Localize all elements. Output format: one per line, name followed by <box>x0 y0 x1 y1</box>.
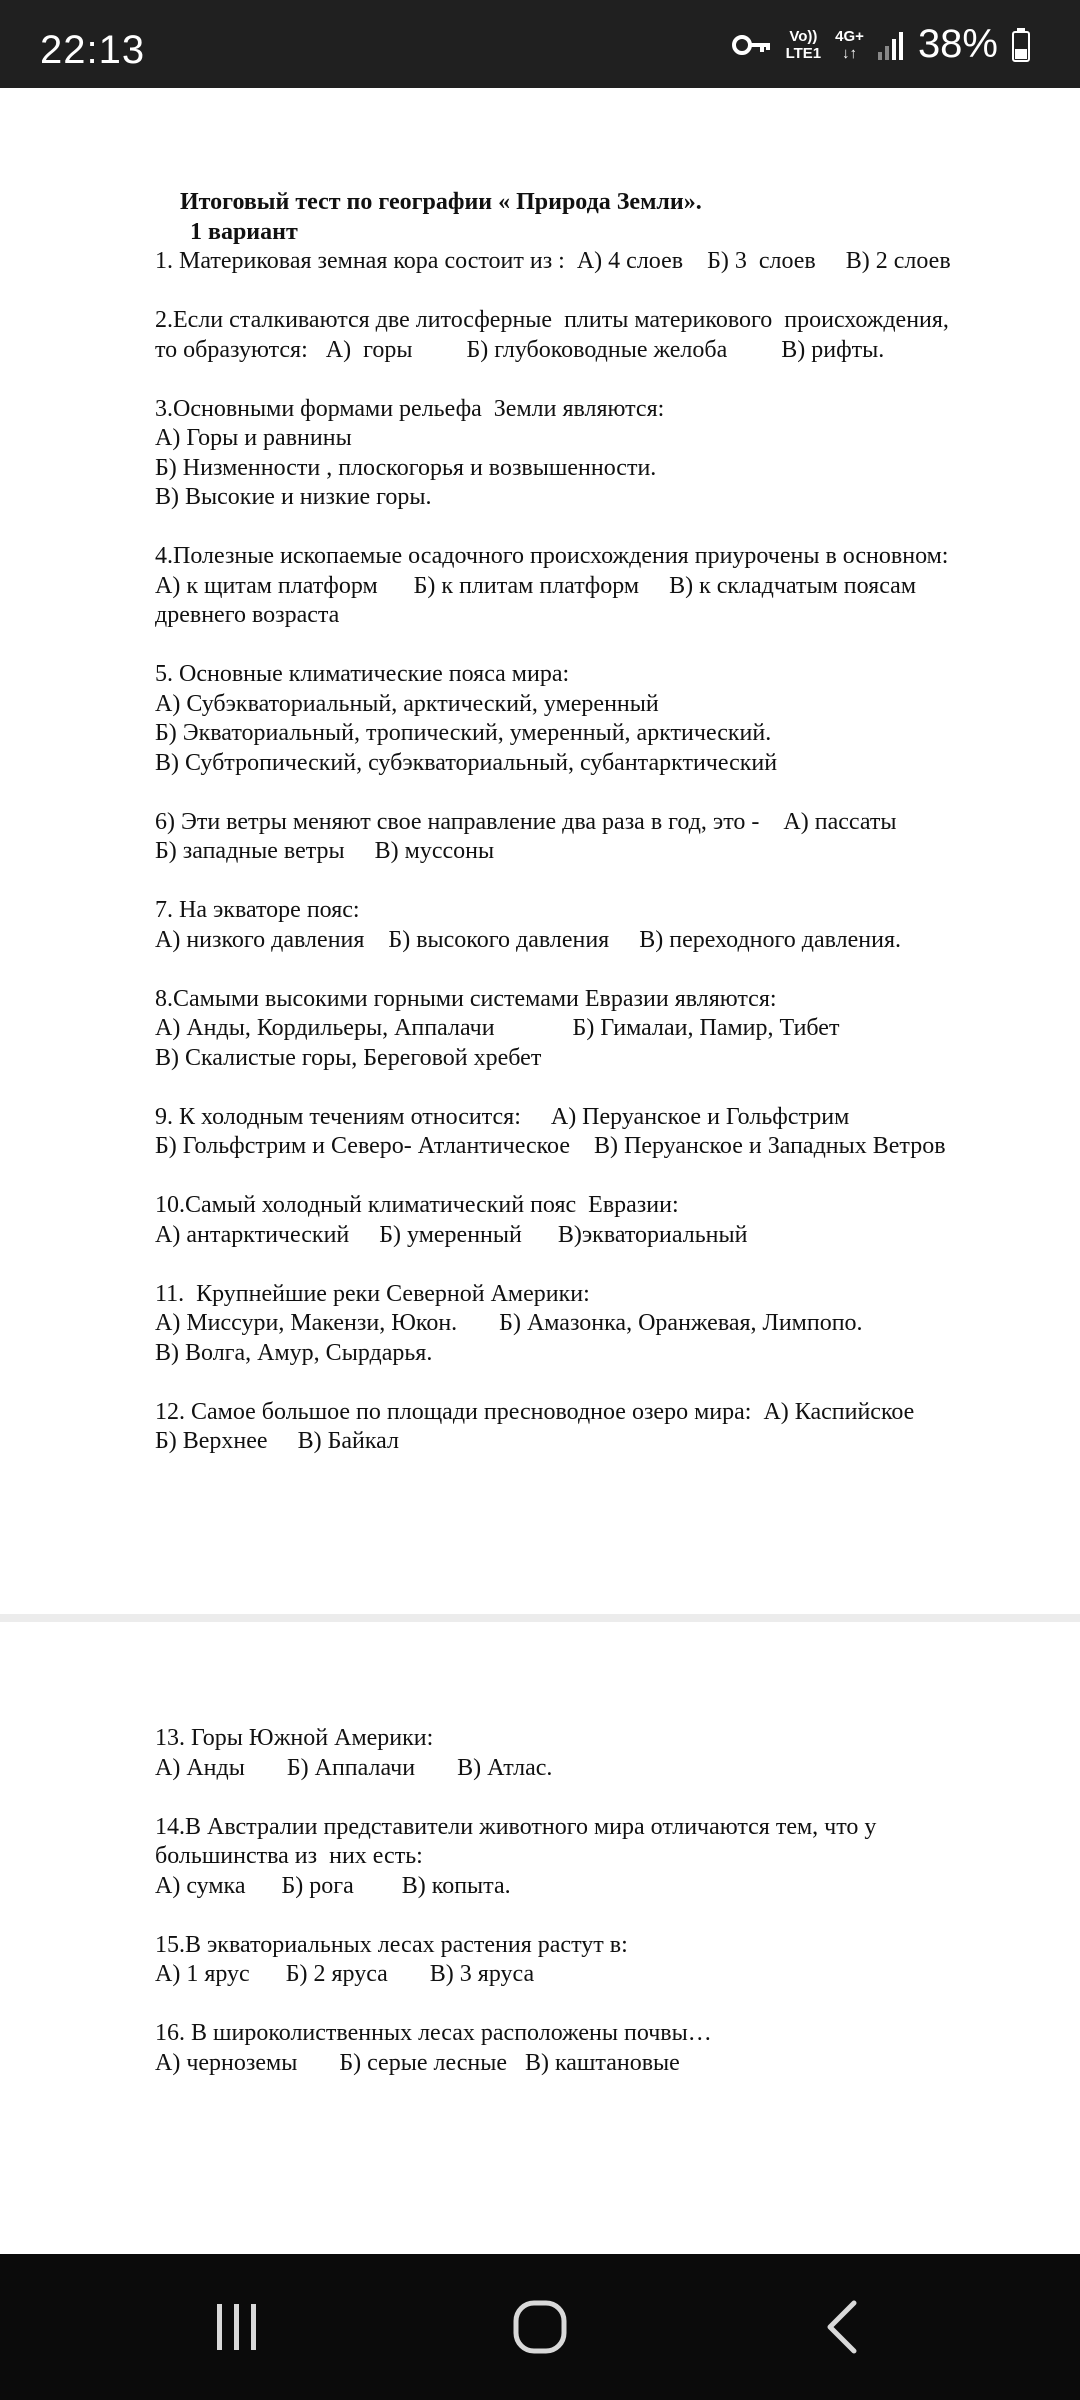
text-line: 7. На экваторе пояс: <box>155 897 360 923</box>
text-line: Б) Гольфстрим и Северо- Атлантическое В) Перуанское и Западных Ветров <box>155 1133 946 1159</box>
recent-apps-button[interactable] <box>137 2254 337 2400</box>
text-line: 6) Эти ветры меняют свое направление два раза в год, это - А) пассаты <box>155 808 897 835</box>
text-line: А) 1 ярус Б) 2 яруса В) 3 яруса <box>155 1961 535 1987</box>
blank-line <box>155 1162 1035 1192</box>
back-button[interactable] <box>742 2254 942 2400</box>
status-icons <box>732 22 1030 67</box>
home-icon <box>512 2299 568 2355</box>
blank-line <box>155 1073 1035 1103</box>
status-bar <box>0 0 1080 88</box>
blank-line <box>155 513 1035 543</box>
blank-line <box>155 1990 1035 2020</box>
text-line: Б) Низменности , плоскогорья и возвышенности. <box>155 454 657 481</box>
text-line: А) Горы и равнины <box>155 425 352 451</box>
text-line: 14.В Австралии представители животного мира отличаются тем, что у <box>155 1813 877 1840</box>
text-line: большинства из них есть: <box>155 1843 423 1869</box>
text-line: А) Миссури, Макензи, Юкон. Б) Амазонка, Оранжевая, Лимпопо. <box>155 1310 863 1336</box>
blank-line <box>155 1783 1035 1813</box>
page-2-text <box>155 1724 1035 2078</box>
blank-line <box>155 277 1035 307</box>
text-line: 8.Самыми высокими горными системами Евразии являются: <box>155 985 777 1012</box>
text-line: то образуются: А) горы Б) глубоководные желоба В) рифты. <box>155 336 885 363</box>
volte-label: Vo)) <box>789 27 818 45</box>
text-line: В) Субтропический, субэкваториальный, субантарктический <box>155 749 778 776</box>
text-line: 11. Крупнейшие реки Северной Америки: <box>155 1280 590 1307</box>
text-line: 15.В экваториальных лесах растения растут в: <box>155 1931 628 1958</box>
data-arrows-icon: ↓↑ <box>842 44 858 62</box>
network-indicator <box>786 28 822 62</box>
back-icon <box>822 2299 862 2355</box>
text-line: А) низкого давления Б) высокого давления В) переходного давления. <box>155 926 901 953</box>
test-title: Итоговый тест по географии « Природа Земли». <box>180 189 702 215</box>
signal-icon <box>878 30 904 60</box>
document-page-1[interactable] <box>0 88 1080 1618</box>
page-divider <box>0 1614 1080 1622</box>
blank-line <box>155 1368 1035 1398</box>
recent-apps-icon <box>212 2302 262 2352</box>
text-line: А) черноземы Б) серые лесные В) каштановые <box>155 2049 680 2076</box>
battery-percent: 38% <box>917 22 998 66</box>
lte-label: LTE1 <box>785 44 822 62</box>
navigation-bar <box>0 2254 1080 2400</box>
blank-line <box>155 1250 1035 1280</box>
text-line: 3.Основными формами рельефа Земли являются: <box>155 395 665 422</box>
blank-line <box>155 955 1035 985</box>
document-page-2[interactable] <box>0 1622 1080 2252</box>
key-icon <box>732 32 772 58</box>
variant-label: 1 вариант <box>190 218 298 245</box>
text-line: А) к щитам платформ Б) к плитам платформ В) к складчатым поясам <box>155 572 917 599</box>
text-line: 2.Если сталкиваются две литосферные плиты материкового происхождения, <box>155 307 949 333</box>
text-line: 1. Материковая земная кора состоит из : А) 4 слоев Б) 3 слоев В) 2 слоев <box>155 248 951 274</box>
text-line: В) Волга, Амур, Сырдарья. <box>155 1339 433 1366</box>
text-line: В) Высокие и низкие горы. <box>155 484 432 510</box>
text-line: Б) западные ветры В) муссоны <box>155 838 495 864</box>
network-type-block <box>835 28 864 62</box>
text-line: Б) Экваториальный, тропический, умеренный, арктический. <box>155 720 772 746</box>
text-line: А) Анды Б) Аппалачи В) Атлас. <box>155 1754 553 1781</box>
blank-line <box>155 365 1035 395</box>
text-line: 10.Самый холодный климатический пояс Евразии: <box>155 1192 679 1218</box>
status-time: 22:13 <box>40 28 146 72</box>
network-type-label: 4G+ <box>835 27 864 45</box>
battery-icon <box>1012 28 1030 62</box>
text-line: А) Анды, Кордильеры, Аппалачи Б) Гималаи, Памир, Тибет <box>155 1015 840 1041</box>
text-line: А) Субэкваториальный, арктический, умеренный <box>155 690 659 717</box>
text-line: древнего возраста <box>155 602 340 628</box>
home-button[interactable] <box>440 2254 640 2400</box>
text-line: Б) Верхнее В) Байкал <box>155 1428 399 1454</box>
text-line: В) Скалистые горы, Береговой хребет <box>155 1044 542 1071</box>
text-line: 13. Горы Южной Америки: <box>155 1725 434 1751</box>
text-line: 9. К холодным течениям относится: А) Перуанское и Гольфстрим <box>155 1103 850 1130</box>
blank-line <box>155 1901 1035 1931</box>
page-1-text <box>155 188 1035 1457</box>
text-line: 16. В широколиственных лесах расположены почвы… <box>155 2020 712 2046</box>
text-line: 5. Основные климатические пояса мира: <box>155 661 570 687</box>
blank-line <box>155 867 1035 897</box>
blank-line <box>155 631 1035 661</box>
blank-line <box>155 778 1035 808</box>
text-line: 4.Полезные ископаемые осадочного происхождения приурочены в основном: <box>155 543 949 569</box>
text-line: А) антарктический Б) умеренный В)экваториальный <box>155 1221 748 1248</box>
text-line: А) сумка Б) рога В) копыта. <box>155 1872 511 1899</box>
text-line: 12. Самое большое по площади пресноводное озеро мира: А) Каспийское <box>155 1398 915 1425</box>
